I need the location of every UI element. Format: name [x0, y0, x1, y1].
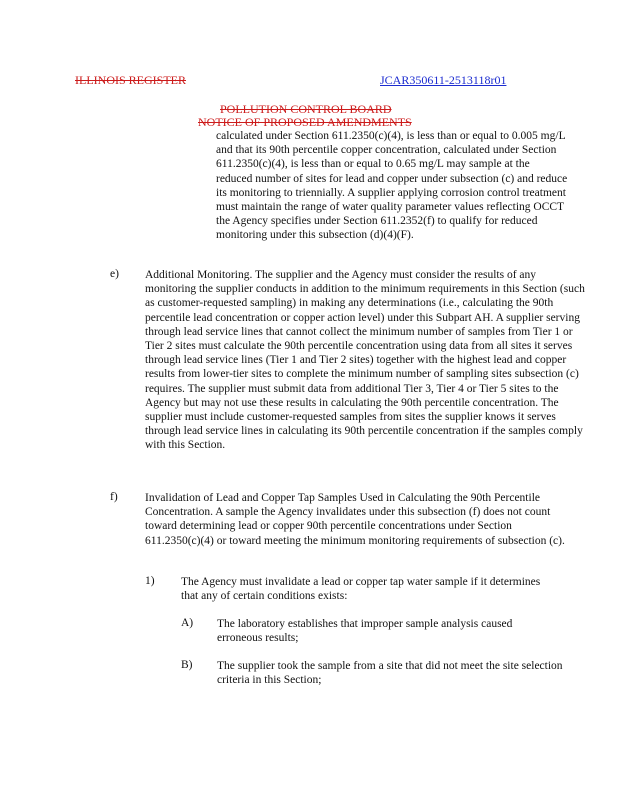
section-e-paragraph: [145, 268, 585, 453]
item-1-paragraph: [181, 575, 541, 603]
section-e-text: Additional Monitoring. The supplier and the Agency must consider the results of any monitoring the supplier conducts in addition to the minimum requirements in this Section (such as customer-requested sampling) in making any determinations (i.e., calculating the 90th percentile lead concentration or copper action level) under this Subpart AH. A supplier serving through lead service lines that cannot collect the minimum number of samples from Tier 1 or Tier 2 sites must calculate the 90th percentile concentration using data from all sites it serves through lead service lines (Tier 1 and Tier 2 sites) together with the highest lead and copper results from lower-tier sites to complete the minimum number of sampling sites subsection (c) requires. The supplier must submit data from additional Tier 3, Tier 4 or Tier 5 sites to the Agency but may not use these results in calculating the 90th percentile concentration. The supplier must include customer-requested samples from sites the supplier knows it serves through lead service lines in calculating its 90th percentile concentration if the samples comply with this Section.: [145, 269, 585, 452]
item-1-text: The Agency must invalidate a lead or copper tap water sample if it determines that any of certain conditions exists:: [181, 576, 541, 603]
header-left: ILLINOIS REGISTER: [75, 73, 186, 87]
item-A-paragraph: [217, 617, 547, 645]
item-B-label: B): [181, 659, 193, 671]
section-f-label: f): [110, 491, 118, 503]
item-B-paragraph: [217, 659, 582, 687]
section-f-text: Invalidation of Lead and Copper Tap Samples Used in Calculating the 90th Percentile Concentration. A sample the Agency invalidates under this subsection (f) does not count toward determining lead or copper 90th percentile concentrations under Section 611.2350(c)(4) or toward meeting the minimum monitoring requirements of subsection (c).: [145, 492, 565, 547]
item-A-text: The laboratory establishes that improper sample analysis caused erroneous results;: [217, 618, 513, 645]
header-right: JCAR350611-2513118r01: [380, 73, 507, 87]
item-B-text: The supplier took the sample from a site that did not meet the site selection criteria in this Section;: [217, 660, 563, 687]
continuation-text: calculated under Section 611.2350(c)(4), is less than or equal to 0.005 mg/L and that its 90th percentile copper concentration, calculated under Section 611.2350(c)(4), is less than or equal to 0.65 mg/L may sample at the reduced number of sites for lead and copper under subsection (c) and reduce its monitoring to triennially. A supplier applying corrosion control treatment must maintain the range of water quality parameter values reflecting OCCT the Agency specifies under Section 611.2352(f) to qualify for reduced monitoring under this subsection (d)(4)(F).: [216, 130, 568, 242]
continuation-paragraph: [216, 129, 568, 243]
section-f-paragraph: [145, 491, 570, 548]
title-line-2: NOTICE OF PROPOSED AMENDMENTS: [198, 115, 412, 129]
item-A-label: A): [181, 617, 194, 629]
item-1-label: 1): [145, 575, 155, 587]
section-e-label: e): [110, 268, 119, 280]
title-line-1: POLLUTION CONTROL BOARD: [220, 102, 392, 116]
